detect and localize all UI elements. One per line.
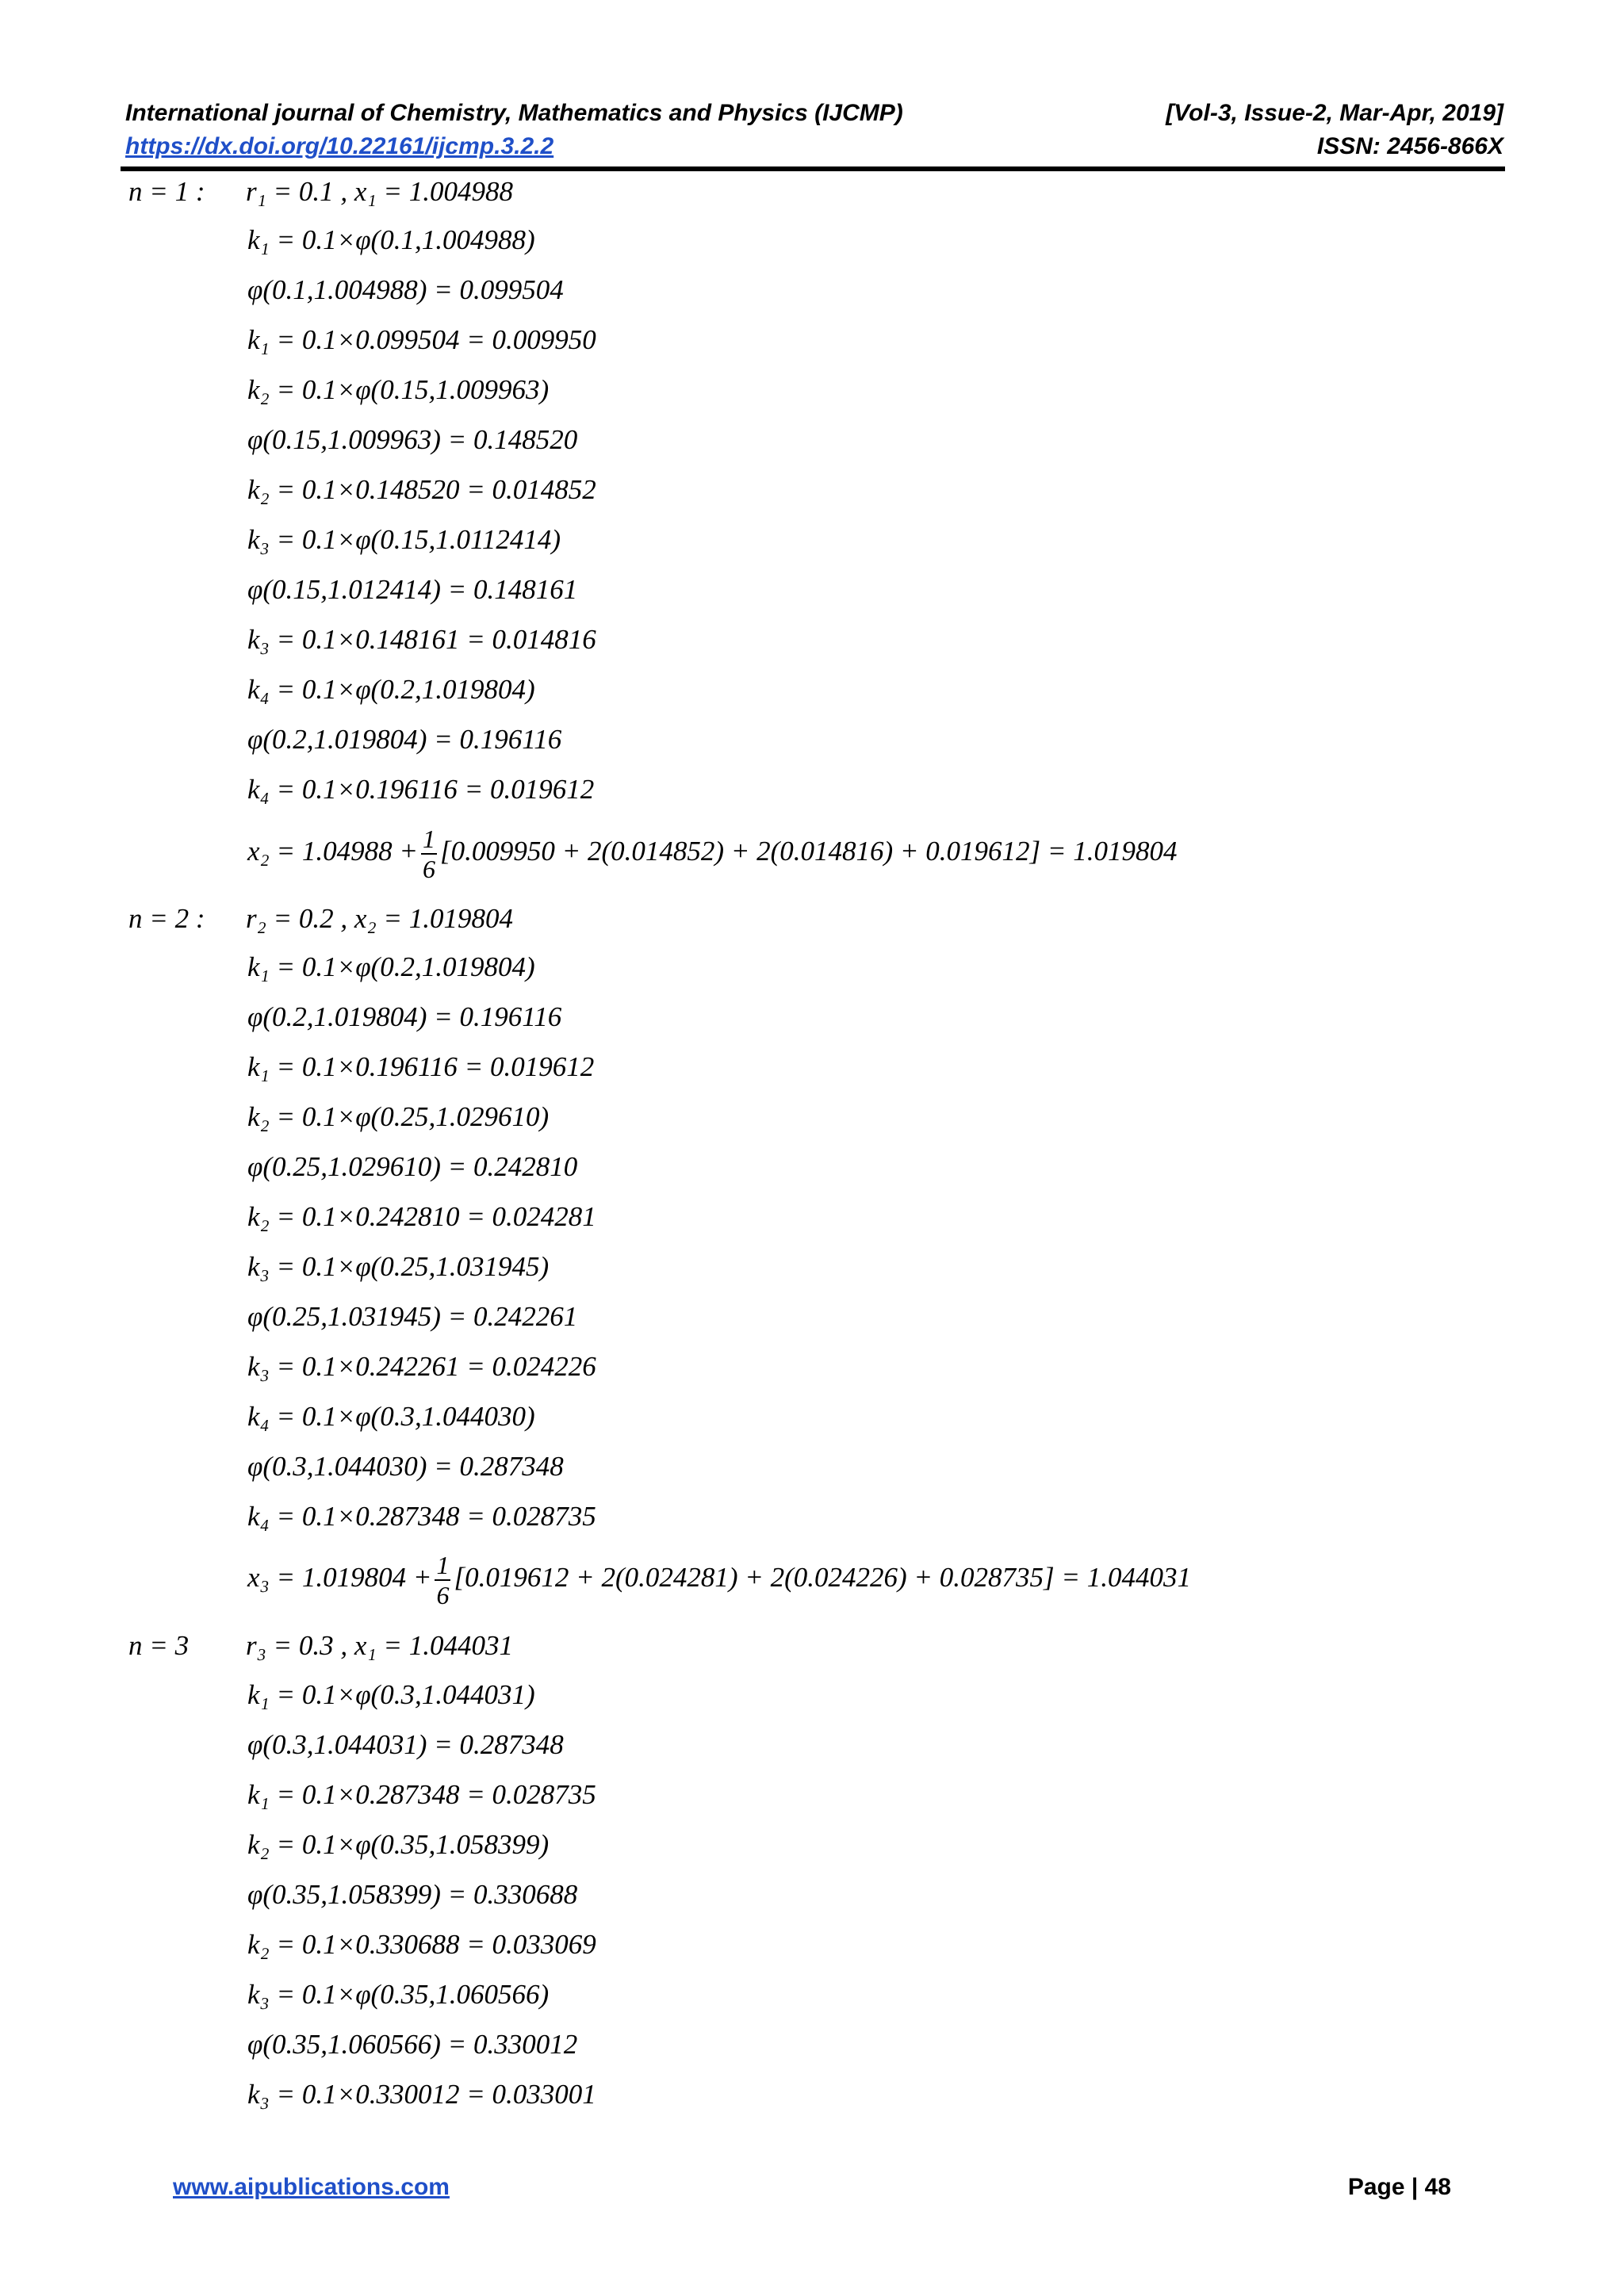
doi-link[interactable] — [125, 133, 553, 160]
doi-link-text[interactable]: https://dx.doi.org/10.22161/ijcmp.3.2.2 — [125, 133, 554, 159]
issn: ISSN: 2456-866X — [1316, 133, 1503, 159]
fraction-numerator: 1 — [422, 825, 435, 853]
volume-info: [Vol-3, Issue-2, Mar-Apr, 2019] — [1166, 100, 1503, 126]
page-number: Page | 48 — [1347, 2174, 1451, 2200]
equation: k₃ = 0.1×0.242261 = 0.024226 — [247, 1351, 596, 1382]
equation: k₁ = 0.1×φ(0.2,1.019804) — [247, 951, 535, 982]
step-init: r₂ = 0.2 , x₂ = 1.019804 — [246, 903, 513, 934]
equation: φ(0.35,1.058399) = 0.330688 — [247, 1879, 578, 1910]
equation: k₃ = 0.1×φ(0.15,1.0112414) — [247, 524, 561, 555]
update-lhs: x₃ = 1.019804 + — [247, 1562, 432, 1594]
equation: k₁ = 0.1×φ(0.3,1.044031) — [247, 1679, 535, 1710]
fraction-denominator: 6 — [436, 1581, 450, 1609]
equation: k₁ = 0.1×0.099504 = 0.009950 — [247, 324, 596, 355]
equation: k₄ = 0.1×φ(0.3,1.044030) — [247, 1401, 535, 1432]
equation: k₂ = 0.1×φ(0.25,1.029610) — [247, 1101, 550, 1132]
fraction-one-sixth — [421, 826, 437, 882]
equation: φ(0.15,1.012414) = 0.148161 — [247, 574, 578, 605]
equation: φ(0.2,1.019804) = 0.196116 — [247, 1001, 562, 1032]
header-rule — [121, 166, 1505, 171]
equation: k₁ = 0.1×0.287348 = 0.028735 — [247, 1779, 596, 1810]
equation: k₄ = 0.1×0.287348 = 0.028735 — [247, 1501, 596, 1532]
step-init: r₁ = 0.1 , x₁ = 1.004988 — [246, 176, 513, 207]
equation: φ(0.2,1.019804) = 0.196116 — [247, 724, 562, 755]
step-label: n = 3 — [128, 1630, 190, 1661]
equation: φ(0.15,1.009963) = 0.148520 — [247, 424, 578, 455]
step-label: n = 1 : — [128, 176, 205, 207]
update-lhs: x₂ = 1.04988 + — [247, 836, 418, 867]
equation: k₃ = 0.1×0.148161 = 0.014816 — [247, 624, 596, 655]
step-label: n = 2 : — [128, 903, 205, 934]
step-init: r₃ = 0.3 , x₁ = 1.044031 — [246, 1630, 513, 1661]
equation: k₂ = 0.1×0.242810 = 0.024281 — [247, 1201, 596, 1232]
equation: φ(0.1,1.004988) = 0.099504 — [247, 274, 564, 305]
fraction-one-sixth — [435, 1552, 450, 1608]
equation: k₁ = 0.1×φ(0.1,1.004988) — [247, 224, 535, 255]
equation: k₂ = 0.1×φ(0.15,1.009963) — [247, 374, 550, 405]
fraction-denominator: 6 — [422, 855, 435, 883]
website-link[interactable]: www.aipublications.com — [173, 2174, 450, 2200]
equation: φ(0.25,1.031945) = 0.242261 — [247, 1301, 578, 1332]
journal-title: International journal of Chemistry, Mathematics and Physics (IJCMP) — [125, 100, 903, 126]
equation: k₃ = 0.1×0.330012 = 0.033001 — [247, 2079, 596, 2110]
equation: φ(0.3,1.044030) = 0.287348 — [247, 1451, 564, 1482]
update-rhs: [0.009950 + 2(0.014852) + 2(0.014816) + 0.019612] = 1.019804 — [439, 836, 1178, 867]
equation: k₃ = 0.1×φ(0.35,1.060566) — [247, 1979, 550, 2010]
equation: k₁ = 0.1×0.196116 = 0.019612 — [247, 1051, 595, 1082]
equation: φ(0.3,1.044031) = 0.287348 — [247, 1729, 564, 1760]
equation: k₄ = 0.1×φ(0.2,1.019804) — [247, 674, 535, 705]
equation: φ(0.25,1.029610) = 0.242810 — [247, 1151, 578, 1182]
equation: φ(0.35,1.060566) = 0.330012 — [247, 2029, 578, 2060]
equation: k₄ = 0.1×0.196116 = 0.019612 — [247, 774, 595, 805]
footer-website[interactable] — [173, 2174, 450, 2201]
rk4-update — [247, 826, 1178, 882]
update-rhs: [0.019612 + 2(0.024281) + 2(0.024226) + 0.028735] = 1.044031 — [454, 1562, 1192, 1594]
equation: k₂ = 0.1×φ(0.35,1.058399) — [247, 1829, 550, 1860]
equation: k₃ = 0.1×φ(0.25,1.031945) — [247, 1251, 550, 1282]
equation: k₂ = 0.1×0.330688 = 0.033069 — [247, 1929, 596, 1960]
rk4-update — [247, 1552, 1191, 1608]
equation: k₂ = 0.1×0.148520 = 0.014852 — [247, 474, 596, 505]
fraction-numerator: 1 — [436, 1551, 450, 1579]
